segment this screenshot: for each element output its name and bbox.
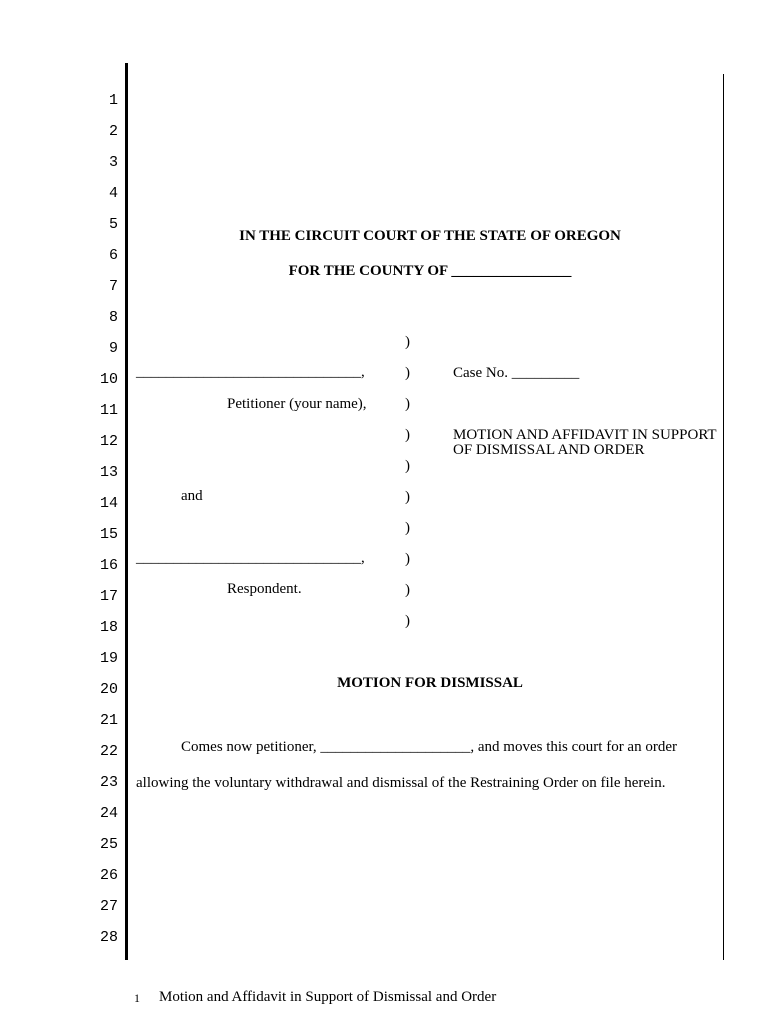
line-number: 22 (99, 743, 118, 760)
line-number: 19 (99, 650, 118, 667)
line-number: 12 (99, 433, 118, 450)
county-heading: FOR THE COUNTY OF ________________ (288, 263, 572, 279)
caption-paren: ) (405, 427, 410, 443)
document-title-line-2: OF DISMISSAL AND ORDER (453, 442, 645, 458)
document-title-line-1: MOTION AND AFFIDAVIT IN SUPPORT (453, 427, 717, 443)
line-number: 24 (99, 805, 118, 822)
case-number: Case No. _________ (453, 365, 580, 381)
line-number: 15 (99, 526, 118, 543)
line-number: 3 (108, 154, 118, 171)
line-number: 23 (99, 774, 118, 791)
footer-title: Motion and Affidavit in Support of Dismissal and Order (159, 989, 497, 1005)
line-number: 25 (99, 836, 118, 853)
line-number: 6 (108, 247, 118, 264)
line-number: 7 (108, 278, 118, 295)
right-margin-rule (723, 74, 724, 960)
petitioner-name-blank: ______________________________, (136, 364, 365, 380)
caption-paren: ) (405, 551, 410, 567)
caption-paren: ) (405, 365, 410, 381)
line-number: 14 (99, 495, 118, 512)
motion-paragraph-line-2: allowing the voluntary withdrawal and dismissal of the Restraining Order on file herein. (136, 775, 666, 791)
caption-paren: ) (405, 334, 410, 350)
caption-paren: ) (405, 396, 410, 412)
line-number: 21 (99, 712, 118, 729)
line-number: 10 (99, 371, 118, 388)
line-number: 11 (99, 402, 118, 419)
line-number: 1 (108, 92, 118, 109)
and-connector: and (181, 488, 203, 504)
caption-paren: ) (405, 458, 410, 474)
line-number: 13 (99, 464, 118, 481)
motion-heading: MOTION FOR DISMISSAL (337, 675, 523, 691)
court-heading: IN THE CIRCUIT COURT OF THE STATE OF OREGON (239, 228, 621, 244)
left-margin-rule (125, 63, 128, 960)
line-number: 2 (108, 123, 118, 140)
caption-paren: ) (405, 582, 410, 598)
line-number: 26 (99, 867, 118, 884)
caption-paren: ) (405, 489, 410, 505)
line-number: 8 (108, 309, 118, 326)
line-number: 28 (99, 929, 118, 946)
line-number: 5 (108, 216, 118, 233)
footer-page-number: 1 (134, 991, 140, 1005)
line-number: 4 (108, 185, 118, 202)
petitioner-label: Petitioner (your name), (227, 396, 367, 412)
line-number: 18 (99, 619, 118, 636)
line-number: 27 (99, 898, 118, 915)
line-number: 17 (99, 588, 118, 605)
line-number: 9 (108, 340, 118, 357)
caption-paren: ) (405, 520, 410, 536)
respondent-label: Respondent. (227, 581, 302, 597)
motion-paragraph-line-1: Comes now petitioner, ____________________, and moves this court for an order (181, 739, 677, 755)
line-number: 16 (99, 557, 118, 574)
caption-paren: ) (405, 613, 410, 629)
respondent-name-blank: ______________________________, (136, 550, 365, 566)
line-number: 20 (99, 681, 118, 698)
